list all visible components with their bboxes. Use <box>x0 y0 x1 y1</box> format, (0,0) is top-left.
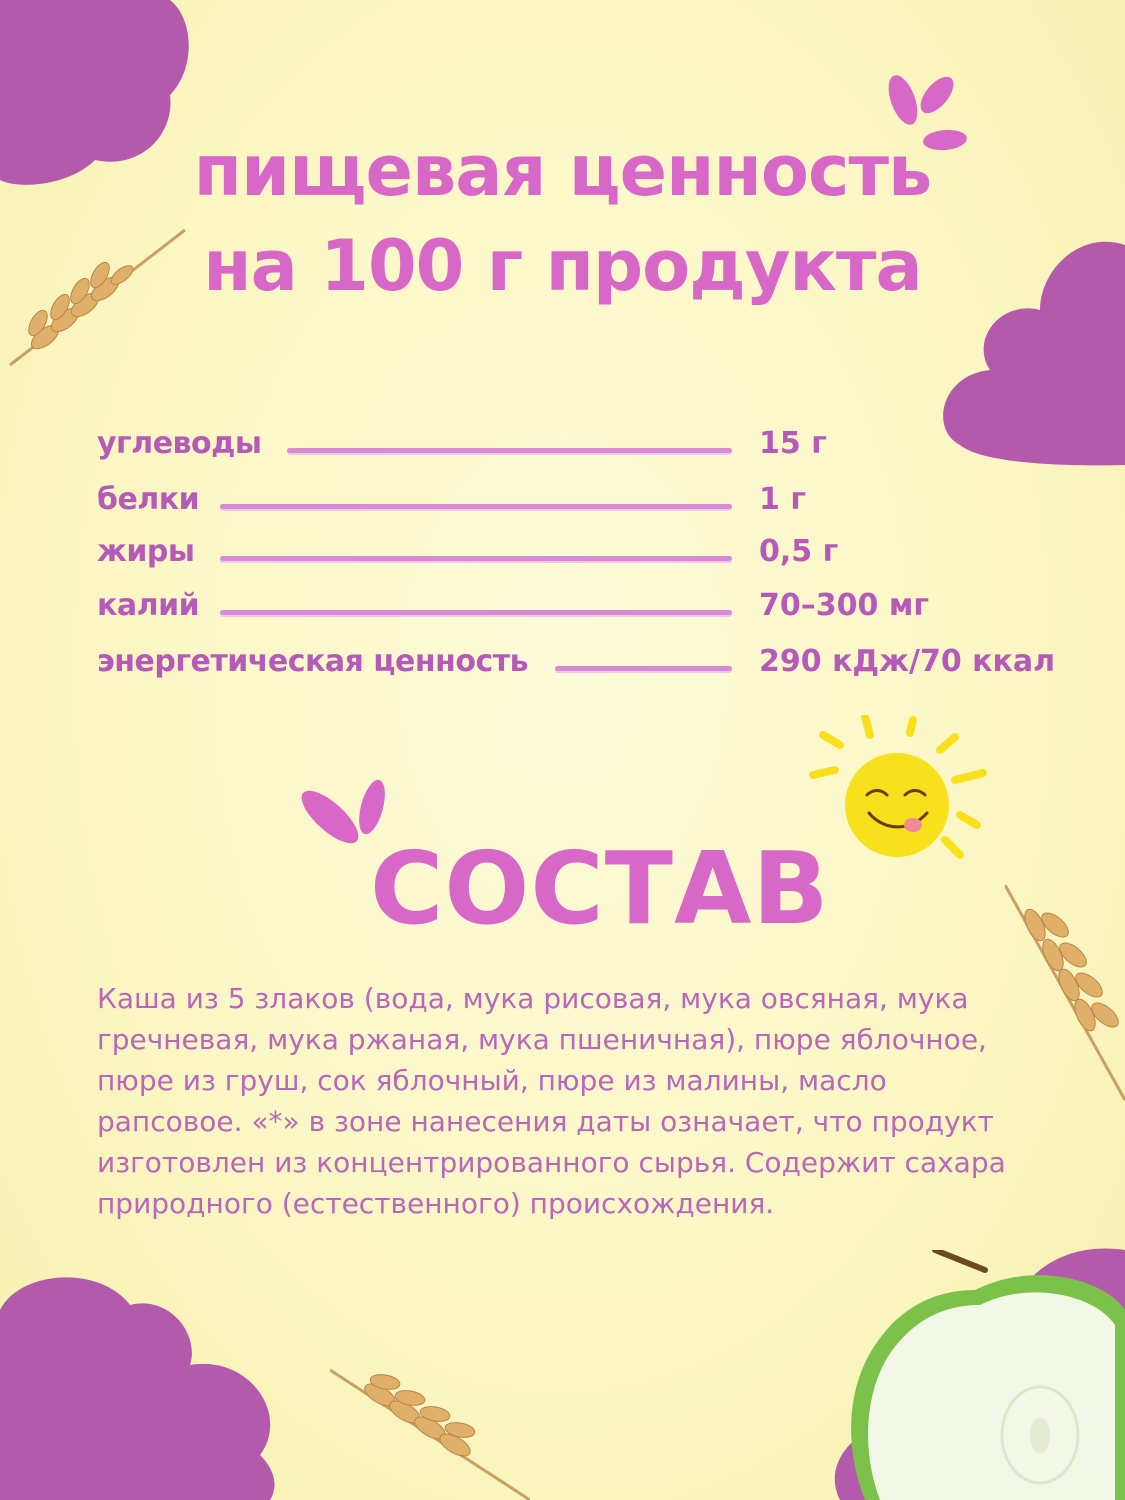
apple-icon <box>845 1250 1125 1500</box>
cloud-bottom-left <box>0 1265 290 1500</box>
nutrition-value: 15 г <box>759 425 827 461</box>
nutrition-row-fat <box>97 526 1057 576</box>
dotted-leader <box>220 504 732 509</box>
dotted-leader <box>220 610 732 615</box>
nutrition-label: углеводы <box>97 425 262 461</box>
nutrition-value: 0,5 г <box>759 533 839 569</box>
nutrition-label: жиры <box>97 533 195 569</box>
nutrition-row-carbs <box>97 418 1057 468</box>
dotted-leader <box>555 666 732 671</box>
nutrition-value: 290 кДж/70 ккал <box>759 643 1056 679</box>
composition-text: Каша из 5 злаков (вода, мука рисовая, мука овсяная, мука гречневая, мука ржаная, мука пшеничная), пюре яблочное, пюре из груш, сок яблочный, пюре из малины, масло рапсовое. «*» в зоне нанесения даты означает, что продукт изготовлен из концентрированного сырья. Содержит сахара природного (естественного) происхождения. <box>97 982 1006 1220</box>
dotted-leader <box>220 556 732 561</box>
nutrition-value: 1 г <box>759 481 806 517</box>
nutrition-label: белки <box>97 481 200 517</box>
nutrition-row-potassium <box>97 580 1057 630</box>
nutrition-row-energy <box>97 636 1057 686</box>
page-title-line1: пищевая ценность <box>193 130 932 212</box>
sun-icon <box>805 715 990 875</box>
page-title-line2: на 100 г продукта <box>203 225 922 307</box>
dotted-leader <box>287 448 732 453</box>
nutrition-row-protein <box>97 474 1057 524</box>
composition-title: СОСТАВ <box>370 830 830 947</box>
nutrition-label: энергетическая ценность <box>97 643 529 679</box>
nutrition-label: калий <box>97 587 200 623</box>
nutrition-value: 70–300 мг <box>759 587 930 623</box>
wheat-icon-bottom <box>330 1350 530 1500</box>
